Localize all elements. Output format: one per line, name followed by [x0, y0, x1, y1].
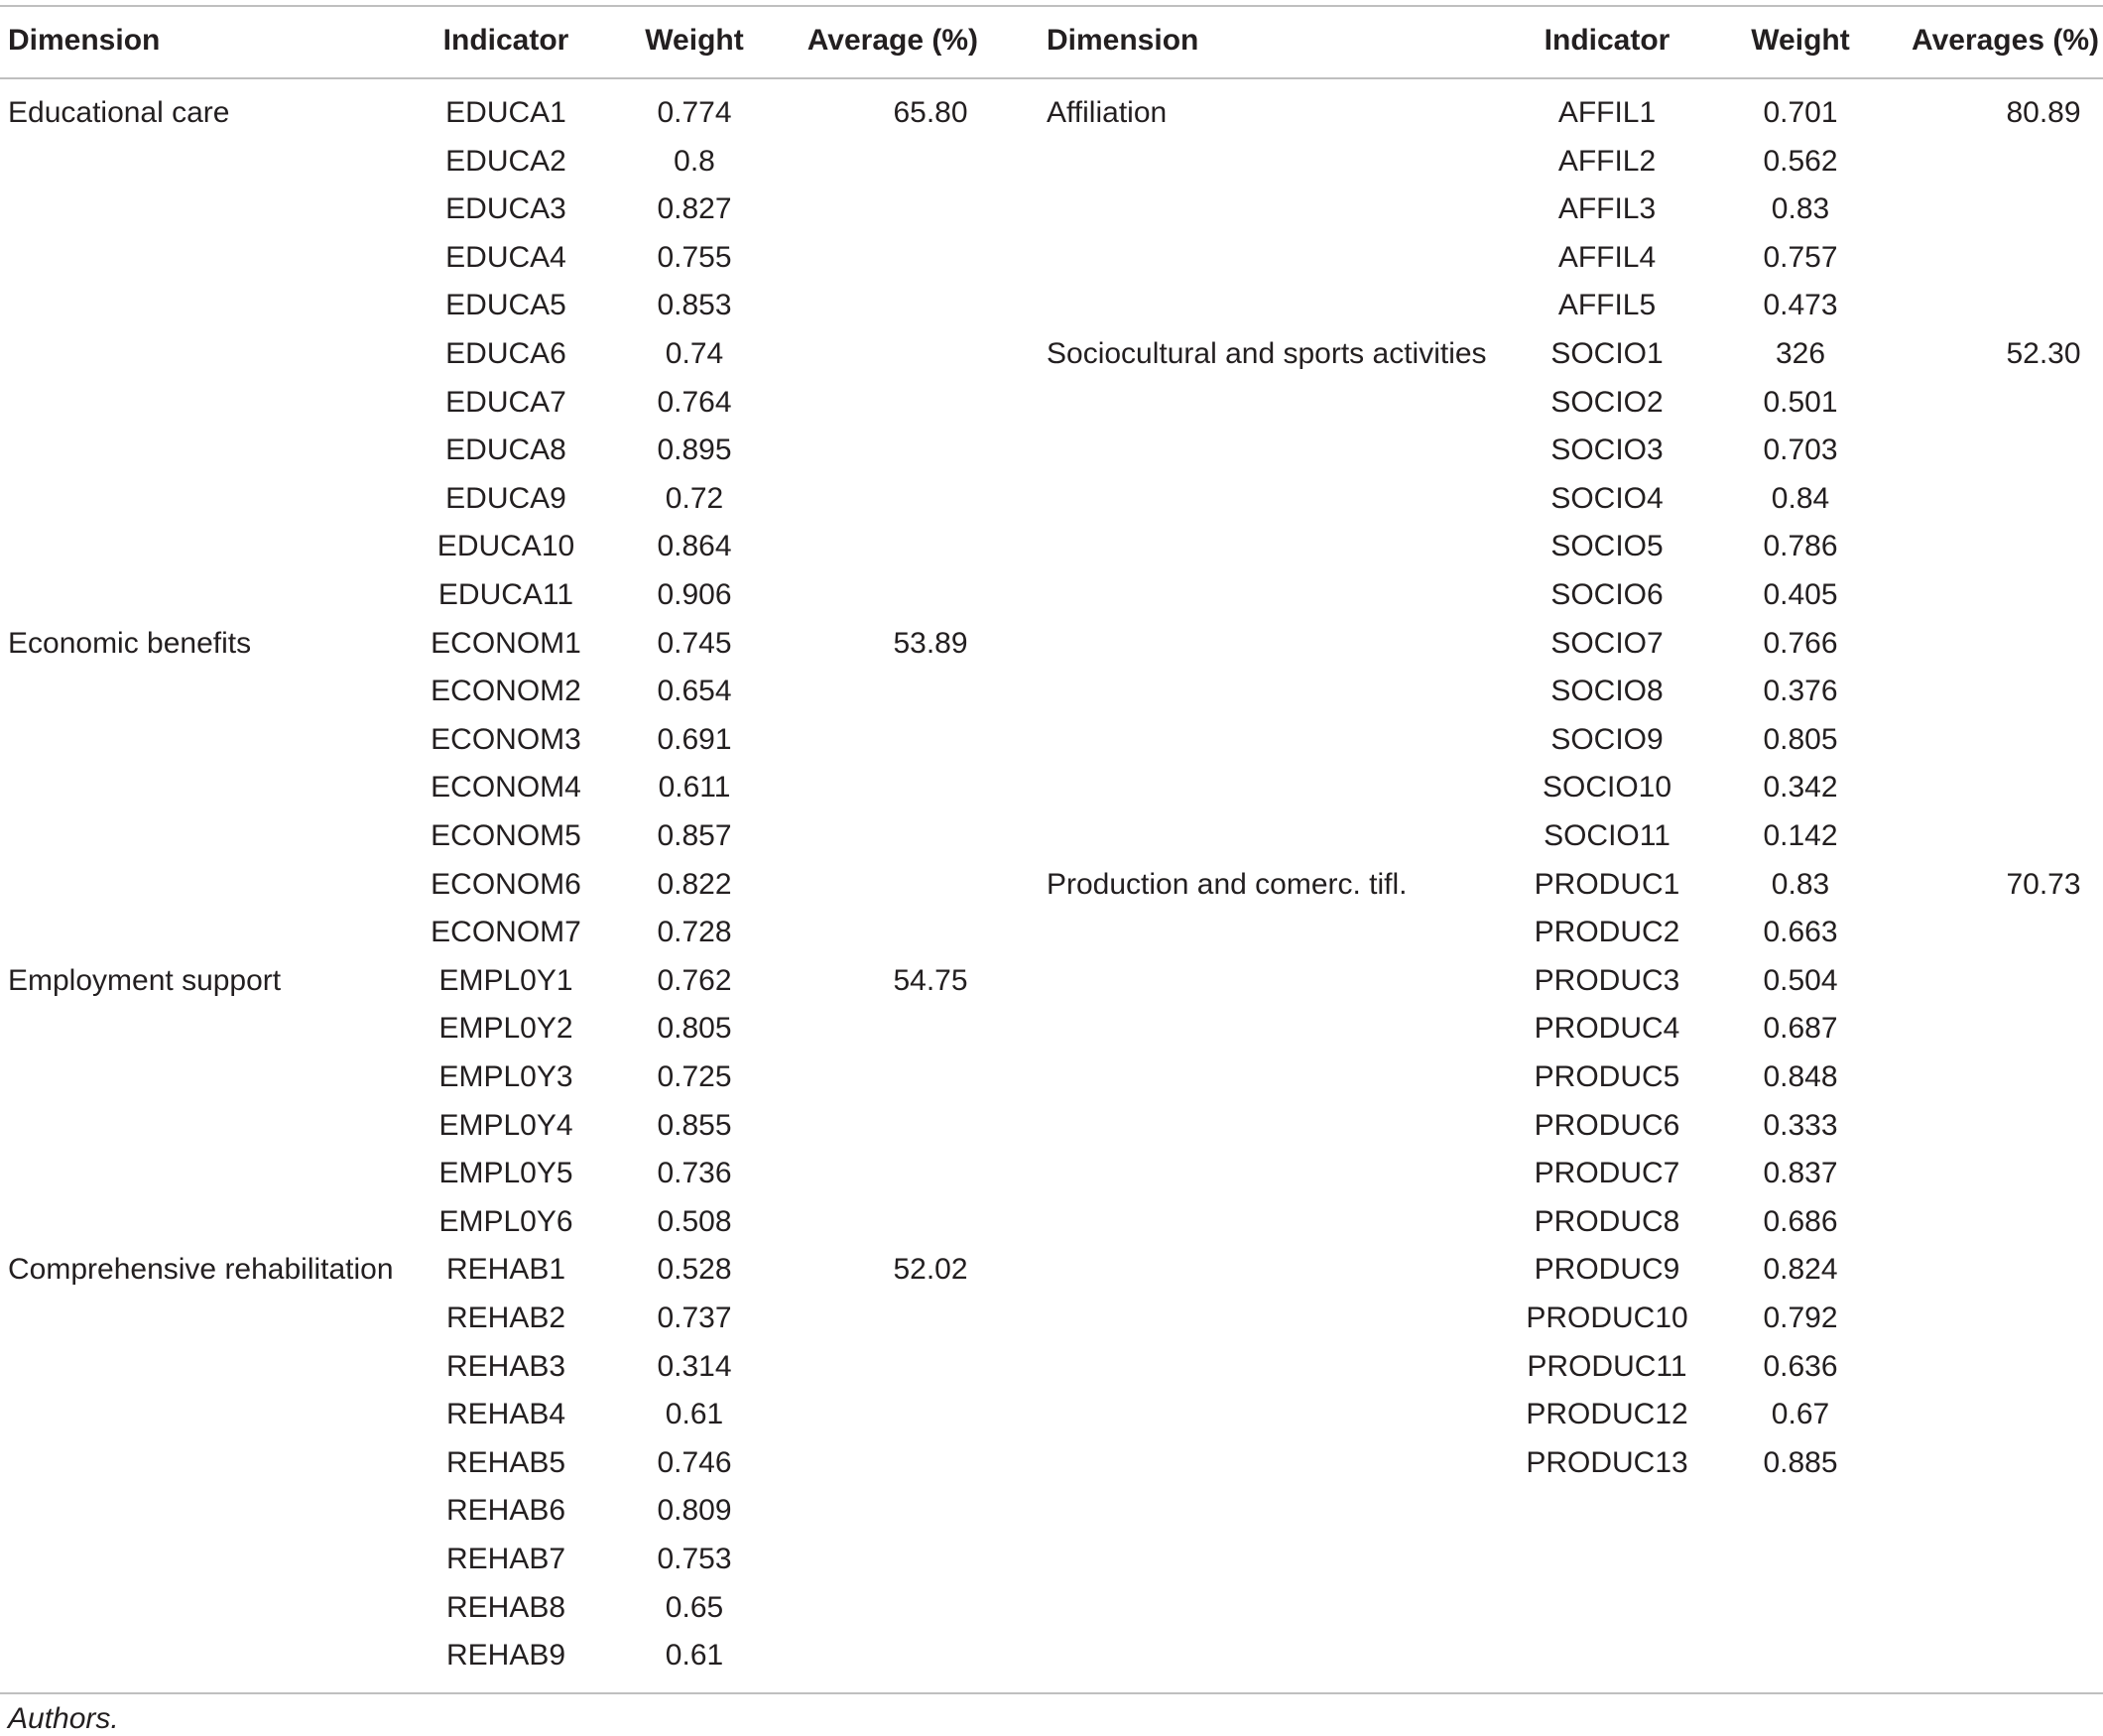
right-weight-cell: 0.84	[1771, 481, 1830, 515]
right-indicator-cell: PRODUC11	[1527, 1349, 1687, 1383]
left-weight-cell: 0.65	[665, 1590, 724, 1624]
right-weight-cell: 0.376	[1763, 675, 1838, 708]
right-indicator-cell: SOCIO2	[1550, 385, 1664, 419]
right-weight-cell: 0.701	[1763, 96, 1838, 129]
right-indicator-cell: SOCIO4	[1550, 481, 1664, 515]
left-indicator-cell: REHAB7	[445, 1543, 566, 1575]
right-weight-cell: 0.885	[1763, 1445, 1838, 1479]
left-indicator-cell: EDUCA6	[445, 337, 566, 370]
left-weight-cell: 0.746	[657, 1445, 732, 1479]
left-indicator-cell: REHAB9	[445, 1639, 566, 1673]
left-weight-cell: 0.8	[674, 144, 715, 178]
left-weight-cell: 0.895	[657, 434, 732, 467]
left-dimension-label: Employment support	[8, 963, 282, 997]
left-weight-cell: 0.74	[665, 337, 724, 370]
right-indicator-cell: PRODUC3	[1534, 963, 1680, 997]
header-right-dimension: Dimension	[1047, 24, 1199, 57]
left-weight-cell: 0.691	[657, 722, 732, 756]
left-weight-cell: 0.61	[665, 1398, 724, 1431]
left-indicator-cell: EMPL0Y5	[438, 1157, 573, 1190]
left-indicator-cell: EDUCA1	[445, 96, 566, 129]
header-right-weight: Weight	[1751, 24, 1850, 57]
left-indicator-cell: ECONOM4	[431, 771, 581, 805]
right-weight-cell: 0.848	[1763, 1060, 1838, 1093]
left-weight-cell: 0.314	[657, 1349, 732, 1383]
header-right-indicator: Indicator	[1544, 24, 1670, 57]
left-weight-cell: 0.736	[657, 1157, 732, 1190]
left-weight-cell: 0.737	[657, 1302, 732, 1334]
right-weight-cell: 0.636	[1763, 1349, 1838, 1383]
right-indicator-cell: PRODUC10	[1526, 1302, 1688, 1334]
left-indicator-cell: REHAB3	[445, 1349, 566, 1383]
left-indicator-cell: ECONOM3	[431, 722, 581, 756]
left-indicator-cell: EMPL0Y3	[438, 1060, 573, 1093]
left-weight-cell: 0.753	[657, 1543, 732, 1575]
right-weight-cell: 0.83	[1771, 867, 1830, 901]
right-dimension-average: 52.30	[2006, 337, 2081, 370]
left-indicator-cell: EDUCA9	[445, 481, 566, 515]
right-indicator-cell: SOCIO8	[1550, 675, 1664, 708]
header-left-indicator: Indicator	[442, 24, 569, 57]
left-indicator-cell: ECONOM1	[431, 626, 581, 660]
left-weight-cell: 0.855	[657, 1108, 732, 1142]
left-dimension-average: 54.75	[893, 963, 968, 997]
right-indicator-cell: PRODUC7	[1534, 1157, 1680, 1190]
right-indicator-cell: PRODUC5	[1534, 1060, 1680, 1093]
left-indicator-cell: ECONOM5	[431, 819, 581, 852]
left-indicator-cell: REHAB6	[445, 1494, 566, 1528]
left-indicator-cell: ECONOM2	[431, 675, 581, 708]
right-dimension-average: 80.89	[2006, 96, 2081, 129]
left-indicator-cell: REHAB4	[445, 1398, 566, 1431]
left-indicator-cell: EDUCA2	[445, 144, 566, 178]
left-indicator-cell: EDUCA8	[445, 434, 566, 467]
left-indicator-cell: EDUCA4	[445, 240, 566, 274]
header-left-average: Average (%)	[806, 24, 978, 57]
left-weight-cell: 0.809	[657, 1494, 732, 1528]
right-weight-cell: 0.562	[1763, 144, 1838, 178]
left-weight-cell: 0.611	[658, 771, 731, 805]
right-weight-cell: 0.686	[1763, 1204, 1838, 1238]
right-weight-cell: 0.473	[1763, 289, 1838, 322]
left-weight-cell: 0.857	[657, 819, 732, 852]
left-weight-cell: 0.853	[657, 289, 732, 322]
right-indicator-cell: SOCIO6	[1550, 578, 1664, 611]
left-weight-cell: 0.528	[657, 1253, 732, 1287]
right-indicator-cell: SOCIO7	[1550, 626, 1664, 660]
right-weight-cell: 0.501	[1763, 385, 1838, 419]
right-weight-cell: 326	[1775, 337, 1826, 370]
left-indicator-cell: REHAB5	[445, 1445, 566, 1479]
left-dimension-label: Educational care	[8, 96, 230, 129]
right-weight-cell: 0.504	[1763, 963, 1838, 997]
left-weight-cell: 0.906	[657, 578, 732, 611]
right-weight-cell: 0.405	[1763, 578, 1838, 611]
left-weight-cell: 0.764	[657, 385, 732, 419]
left-weight-cell: 0.827	[657, 192, 732, 226]
right-indicator-cell: AFFIL1	[1557, 96, 1657, 129]
left-weight-cell: 0.774	[657, 96, 732, 129]
right-indicator-cell: SOCIO3	[1550, 434, 1664, 467]
right-dimension-label: Affiliation	[1047, 96, 1168, 129]
left-dimension-average: 65.80	[893, 96, 968, 129]
right-weight-cell: 0.703	[1763, 434, 1838, 467]
right-indicator-cell: PRODUC12	[1526, 1398, 1688, 1431]
right-weight-cell: 0.766	[1763, 626, 1838, 660]
header-bottom-rule	[0, 77, 2103, 79]
right-indicator-cell: PRODUC1	[1534, 867, 1680, 901]
header-left-weight: Weight	[645, 24, 744, 57]
left-indicator-cell: ECONOM6	[431, 867, 581, 901]
right-weight-cell: 0.786	[1763, 530, 1838, 563]
left-dimension-label: Comprehensive rehabilitation	[8, 1253, 394, 1287]
left-weight-cell: 0.745	[657, 626, 732, 660]
left-indicator-cell: EMPL0Y4	[438, 1108, 573, 1142]
left-weight-cell: 0.805	[657, 1012, 732, 1046]
left-weight-cell: 0.725	[657, 1060, 732, 1093]
left-weight-cell: 0.762	[657, 963, 732, 997]
right-indicator-cell: PRODUC2	[1534, 916, 1680, 949]
header-right-average: Averages (%)	[1912, 24, 2099, 57]
right-dimension-average: 70.73	[2006, 867, 2081, 901]
right-weight-cell: 0.792	[1763, 1302, 1838, 1334]
right-indicator-cell: PRODUC8	[1534, 1204, 1680, 1238]
right-weight-cell: 0.757	[1763, 240, 1838, 274]
left-indicator-cell: REHAB8	[445, 1590, 566, 1624]
right-weight-cell: 0.333	[1763, 1108, 1838, 1142]
right-indicator-cell: PRODUC4	[1534, 1012, 1680, 1046]
right-dimension-label: Production and comerc. tifl.	[1047, 867, 1408, 901]
left-weight-cell: 0.508	[657, 1204, 732, 1238]
right-indicator-cell: AFFIL3	[1557, 192, 1657, 226]
left-dimension-average: 52.02	[893, 1253, 968, 1287]
right-weight-cell: 0.824	[1763, 1253, 1838, 1287]
right-weight-cell: 0.83	[1771, 192, 1830, 226]
left-indicator-cell: EMPL0Y1	[438, 963, 573, 997]
left-indicator-cell: ECONOM7	[431, 916, 581, 949]
left-weight-cell: 0.728	[657, 916, 732, 949]
left-weight-cell: 0.72	[665, 481, 724, 515]
right-weight-cell: 0.67	[1771, 1398, 1830, 1431]
right-dimension-label: Sociocultural and sports activities	[1047, 337, 1487, 370]
right-indicator-cell: SOCIO10	[1542, 771, 1672, 805]
left-indicator-cell: EMPL0Y2	[438, 1012, 573, 1046]
left-weight-cell: 0.61	[665, 1639, 724, 1673]
left-indicator-cell: EDUCA11	[437, 578, 574, 611]
left-dimension-label: Economic benefits	[8, 626, 252, 660]
right-weight-cell: 0.663	[1763, 916, 1838, 949]
left-weight-cell: 0.822	[657, 867, 732, 901]
right-weight-cell: 0.837	[1763, 1157, 1838, 1190]
left-indicator-cell: EDUCA3	[445, 192, 566, 226]
right-indicator-cell: SOCIO1	[1550, 337, 1664, 370]
right-weight-cell: 0.805	[1763, 722, 1838, 756]
table-footnote: Authors.	[8, 1702, 119, 1735]
right-indicator-cell: PRODUC13	[1526, 1445, 1688, 1479]
left-weight-cell: 0.864	[657, 530, 732, 563]
left-indicator-cell: EDUCA7	[445, 385, 566, 419]
right-weight-cell: 0.687	[1763, 1012, 1838, 1046]
right-indicator-cell: AFFIL5	[1557, 289, 1657, 322]
right-indicator-cell: PRODUC9	[1534, 1253, 1680, 1287]
right-indicator-cell: SOCIO11	[1544, 819, 1670, 852]
right-weight-cell: 0.142	[1763, 819, 1838, 852]
right-indicator-cell: SOCIO5	[1550, 530, 1664, 563]
table-bottom-rule	[0, 1692, 2103, 1694]
right-indicator-cell: AFFIL4	[1557, 240, 1657, 274]
left-weight-cell: 0.654	[657, 675, 732, 708]
left-indicator-cell: REHAB1	[445, 1253, 566, 1287]
left-weight-cell: 0.755	[657, 240, 732, 274]
left-indicator-cell: REHAB2	[445, 1302, 566, 1334]
right-weight-cell: 0.342	[1763, 771, 1838, 805]
left-dimension-average: 53.89	[893, 626, 968, 660]
header-left-dimension: Dimension	[8, 24, 161, 57]
left-indicator-cell: EMPL0Y6	[438, 1204, 573, 1238]
left-indicator-cell: EDUCA5	[445, 289, 566, 322]
right-indicator-cell: SOCIO9	[1550, 722, 1664, 756]
left-indicator-cell: EDUCA10	[436, 530, 575, 563]
right-indicator-cell: PRODUC6	[1534, 1108, 1680, 1142]
table-top-rule	[0, 5, 2103, 7]
right-indicator-cell: AFFIL2	[1557, 144, 1657, 178]
